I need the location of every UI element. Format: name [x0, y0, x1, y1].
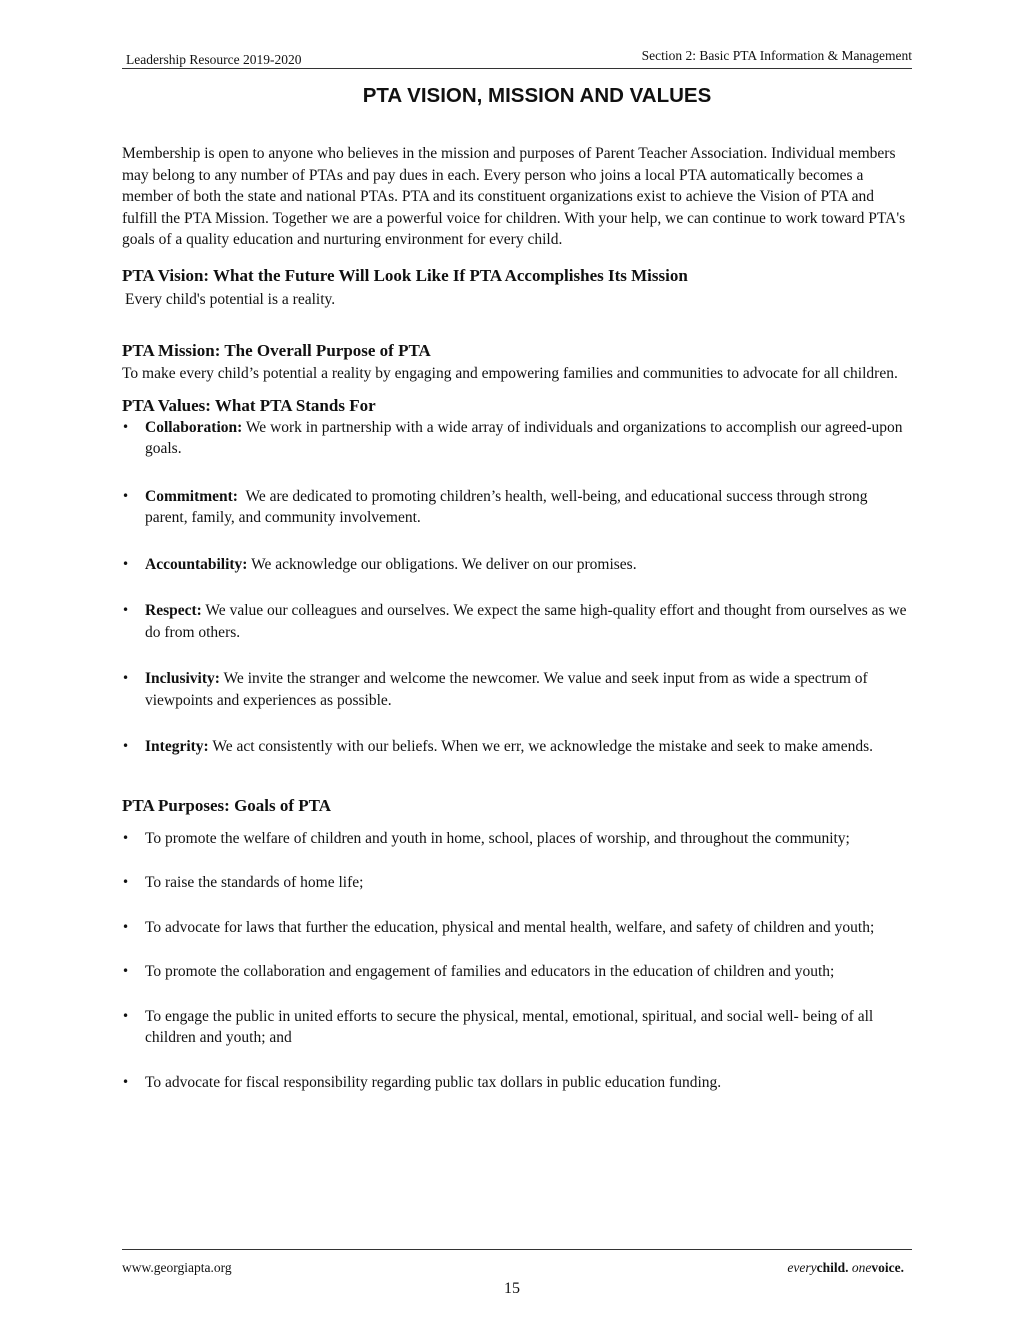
list-item — [122, 1072, 912, 1094]
list-item — [122, 417, 912, 460]
footer-tagline — [787, 1260, 904, 1276]
value-term: Inclusivity: — [145, 670, 220, 687]
purpose-text: To advocate for laws that further the education, physical and mental health, welfare, and safety of children and youth; — [145, 918, 875, 936]
value-text: We acknowledge our obligations. We deliver on our promises. — [251, 555, 637, 573]
bullet-icon: • — [122, 1074, 130, 1089]
list-item — [122, 828, 912, 850]
purpose-text: To raise the standards of home life; — [145, 874, 364, 891]
bullet-icon: • — [122, 830, 130, 845]
list-item — [122, 872, 912, 894]
page-header — [122, 46, 912, 69]
list-item — [122, 668, 912, 711]
values-list — [122, 417, 912, 758]
values-heading: PTA Values: What PTA Stands For — [122, 395, 376, 415]
purposes-heading: PTA Purposes: Goals of PTA — [122, 795, 332, 815]
bullet-icon: • — [122, 739, 130, 753]
purpose-text: To promote the collaboration and engagement of families and educators in the education of children and youth; — [145, 963, 835, 980]
header-left-text: Leadership Resource 2019-2020 — [126, 52, 302, 67]
list-item — [122, 600, 912, 643]
value-term: Collaboration: — [145, 418, 243, 436]
page-title: PTA VISION, MISSION AND VALUES — [362, 84, 712, 107]
value-text: We act consistently with our beliefs. When we err, we acknowledge the mistake and seek to make amends. — [212, 738, 873, 755]
purpose-text: To engage the public in united efforts to secure the physical, mental, emotional, spiritual, and social well- being of all children and youth; and — [145, 1007, 874, 1046]
bullet-icon: • — [122, 603, 130, 617]
bullet-icon: • — [122, 919, 130, 934]
bullet-icon: • — [122, 875, 130, 889]
value-term: Commitment: — [145, 487, 238, 505]
list-item — [122, 917, 912, 939]
value-text: We work in partnership with a wide array of individuals and organizations to accomplish our agreed-upon goals. — [145, 418, 903, 457]
value-term: Accountability: — [145, 555, 248, 573]
tagline-voice: voice. — [871, 1260, 904, 1275]
bullet-icon: • — [122, 1008, 130, 1023]
page-footer — [122, 1249, 912, 1275]
bullet-icon: • — [122, 419, 130, 434]
tagline-child: child. — [816, 1260, 849, 1275]
page-number: 15 — [504, 1280, 520, 1297]
purposes-list — [122, 828, 912, 1094]
purpose-text: To promote the welfare of children and youth in home, school, places of worship, and throughout the community; — [145, 829, 850, 847]
tagline-one: one — [851, 1260, 872, 1275]
value-term: Respect: — [145, 602, 202, 619]
purpose-text: To advocate for fiscal responsibility regarding public tax dollars in public education funding. — [145, 1073, 722, 1091]
value-term: Integrity: — [145, 738, 209, 755]
bullet-icon: • — [122, 556, 130, 571]
vision-text: Every child's potential is a reality. — [125, 290, 336, 308]
bullet-icon: • — [122, 964, 130, 978]
list-item — [122, 736, 912, 758]
value-text: We value our colleagues and ourselves. We expect the same high-quality effort and thought from ourselves as we do from others. — [145, 602, 907, 641]
tagline-every: every — [787, 1260, 817, 1275]
mission-text: To make every child’s potential a reality by engaging and empowering families and communities to advocate for all children. — [122, 365, 898, 382]
intro-paragraph: Membership is open to anyone who believes in the mission and purposes of Parent Teacher Association. Individual members may belong to any number of PTAs and pay dues in each. Every person who joins a local PTA automatically becomes a member of both the state and national PTAs. PTA and its constituent organizations exist to achieve the Vision of PTA and fulfill the PTA Mission. Together we are a powerful voice for children. With your help, we can continue to work toward PTA's goals of a quality education and nurturing environment for every child. — [122, 145, 906, 248]
list-item — [122, 486, 912, 529]
list-item — [122, 1006, 912, 1049]
list-item — [122, 554, 912, 576]
bullet-icon: • — [122, 671, 130, 685]
bullet-icon: • — [122, 488, 130, 503]
value-text: We are dedicated to promoting children’s health, well-being, and educational success through strong parent, family, and community involvement. — [145, 487, 868, 526]
value-text: We invite the stranger and welcome the newcomer. We value and seek input from as wide a spectrum of viewpoints and experiences as possible. — [145, 670, 868, 709]
document-page — [122, 0, 912, 1325]
header-right-text: Section 2: Basic PTA Information & Management — [641, 48, 912, 63]
vision-heading: PTA Vision: What the Future Will Look Like If PTA Accomplishes Its Mission — [122, 265, 688, 285]
mission-heading: PTA Mission: The Overall Purpose of PTA — [122, 341, 431, 360]
list-item — [122, 961, 912, 983]
document-body — [122, 143, 912, 1093]
footer-url: www.georgiapta.org — [122, 1260, 232, 1275]
